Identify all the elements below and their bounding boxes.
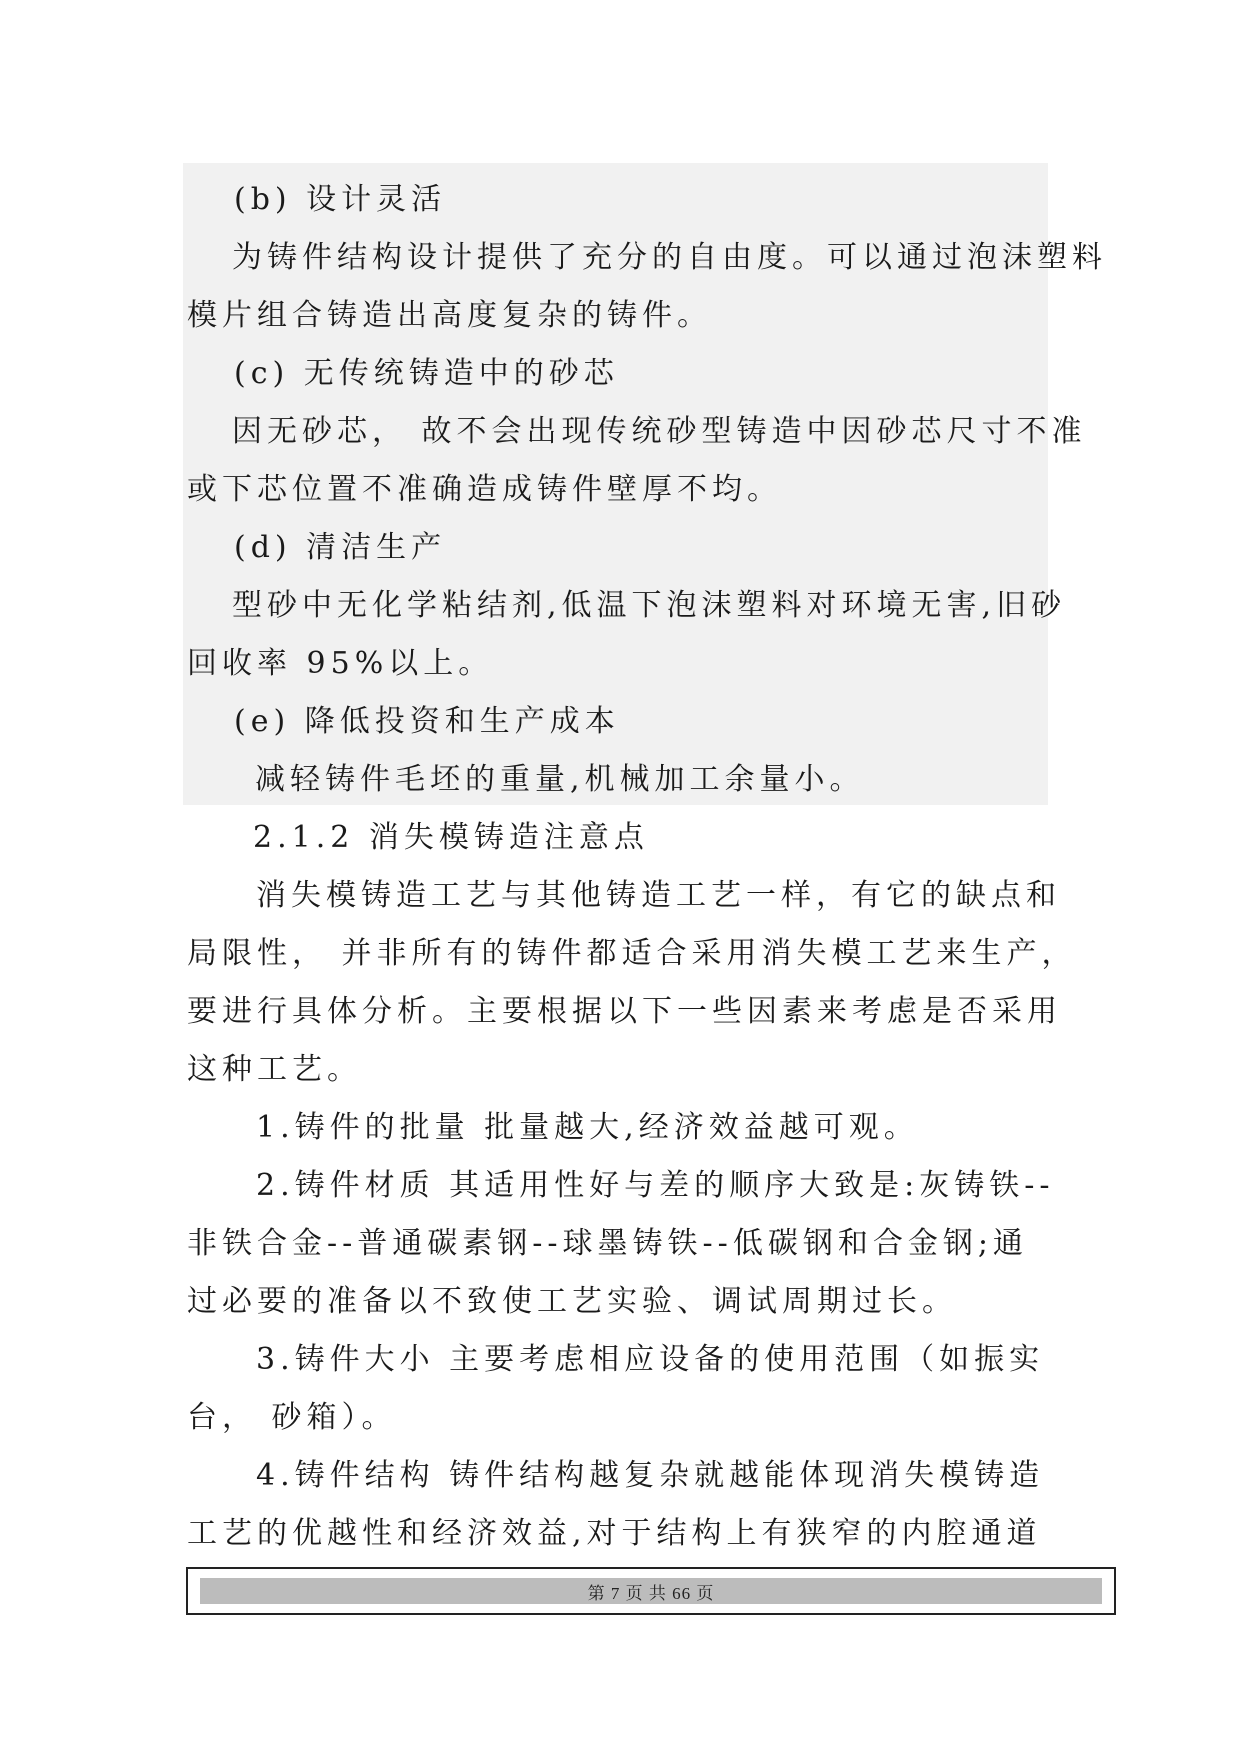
text-line: (c) 无传统铸造中的砂芯: [234, 356, 619, 391]
text-line: (b) 设计灵活: [234, 182, 447, 217]
text-line: (d) 清洁生产: [234, 530, 447, 565]
text-line: 因无砂芯， 故不会出现传统砂型铸造中因砂芯尺寸不准: [232, 414, 1087, 449]
page-number: 第 7 页 共 66 页: [587, 1583, 715, 1603]
text-line: 局限性， 并非所有的铸件都适合采用消失模工艺来生产，: [187, 936, 1077, 971]
text-line: (e) 降低投资和生产成本: [234, 704, 620, 739]
text-line: 3.铸件大小 主要考虑相应设备的使用范围（如振实: [256, 1342, 1045, 1377]
text-line: 模片组合铸造出高度复杂的铸件。: [187, 298, 712, 333]
text-line: 1.铸件的批量 批量越大,经济效益越可观。: [256, 1110, 919, 1145]
text-line: 2.铸件材质 其适用性好与差的顺序大致是:灰铸铁--: [256, 1168, 1055, 1203]
page-footer: [186, 1567, 1116, 1615]
text-line: 过必要的准备以不致使工艺实验、调试周期过长。: [187, 1284, 957, 1319]
text-line: 这种工艺。: [187, 1052, 362, 1087]
footer-bar: [200, 1578, 1102, 1604]
section-heading: 2.1.2 消失模铸造注意点: [253, 820, 649, 855]
text-line: 工艺的优越性和经济效益,对于结构上有狭窄的内腔通道: [187, 1516, 1042, 1551]
text-line: 要进行具体分析。主要根据以下一些因素来考虑是否采用: [187, 994, 1062, 1029]
text-line: 非铁合金--普通碳素钢--球墨铸铁--低碳钢和合金钢;通: [187, 1226, 1028, 1261]
text-line: 消失模铸造工艺与其他铸造工艺一样，有它的缺点和: [256, 878, 1061, 913]
text-line: 减轻铸件毛坯的重量,机械加工余量小。: [255, 762, 865, 797]
text-line: 或下芯位置不准确造成铸件壁厚不均。: [187, 472, 782, 507]
text-line: 4.铸件结构 铸件结构越复杂就越能体现消失模铸造: [256, 1458, 1045, 1493]
text-line: 为铸件结构设计提供了充分的自由度。可以通过泡沫塑料: [232, 240, 1107, 275]
text-line: 型砂中无化学粘结剂,低温下泡沫塑料对环境无害,旧砂: [232, 588, 1067, 623]
text-line: 回收率 95%以上。: [187, 646, 494, 681]
text-line: 台， 砂箱）。: [187, 1400, 397, 1435]
